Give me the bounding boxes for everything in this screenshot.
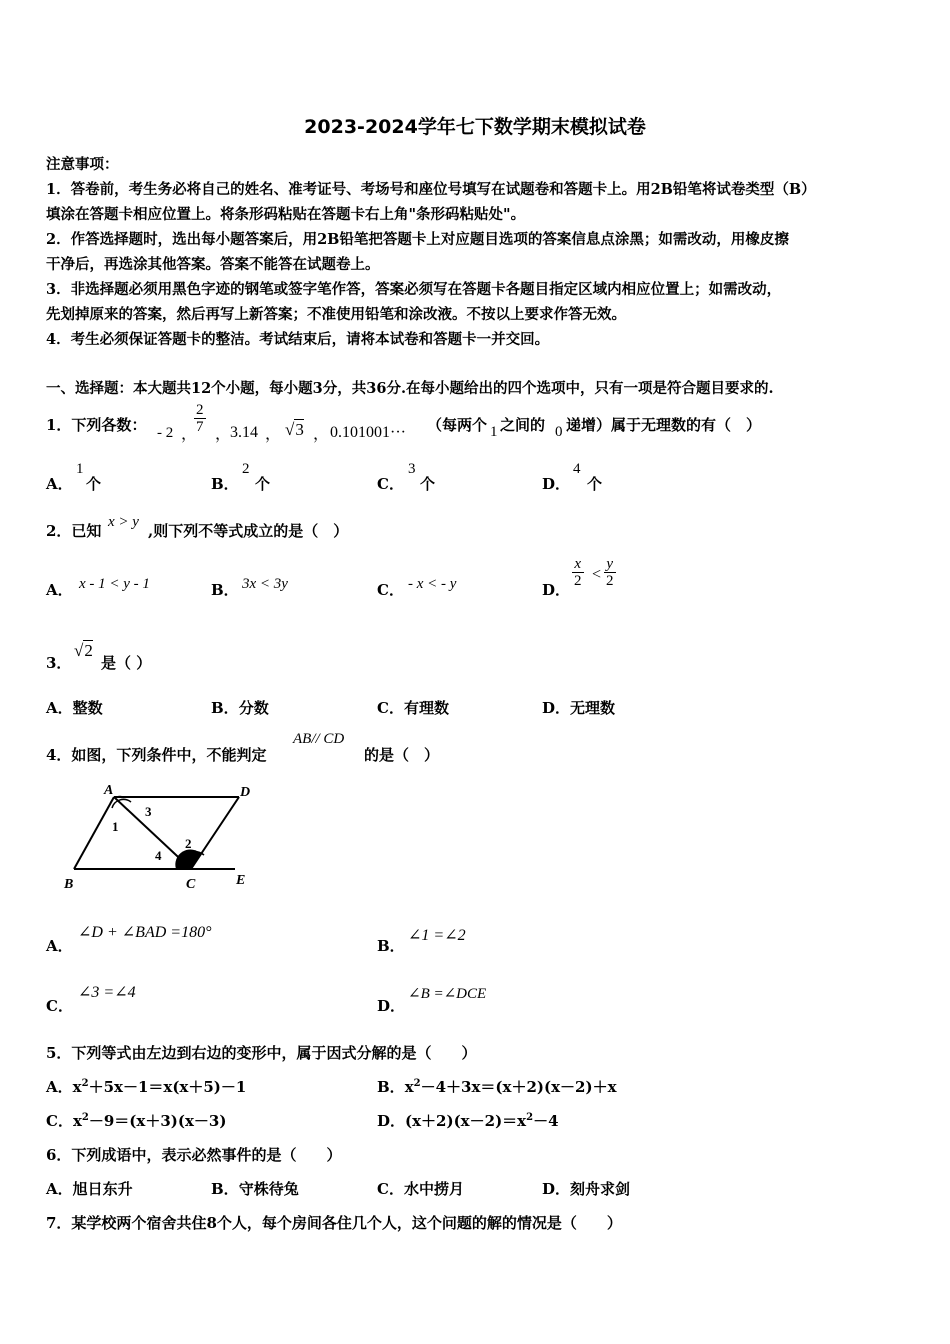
q1-option-b-unit: 个 [255, 475, 271, 493]
q1-option-a[interactable] [46, 473, 73, 494]
q4-option-b-expr: ∠1 =∠2 [408, 927, 466, 944]
label-angle-2: 2 [185, 836, 192, 851]
q6-stem: 6．下列成语中，表示必然事件的是（ ） [46, 1146, 342, 1164]
q2-option-d-frac-y [604, 556, 616, 589]
q4-option-c-expr: ∠3 =∠4 [78, 984, 136, 1001]
q1-num-314: 3.14 [230, 424, 258, 441]
q1-option-d-unit: 个 [587, 475, 603, 493]
frac-den: 2 [606, 573, 614, 589]
sqrt-radicand: 2 [84, 641, 93, 660]
q1-fraction [194, 402, 206, 435]
option-text: 有理数 [403, 699, 449, 717]
option-text: －4 [533, 1112, 559, 1130]
q4-option-a[interactable] [46, 935, 73, 956]
q5-option-b[interactable] [377, 1076, 617, 1097]
q1-frac-num: 2 [196, 402, 204, 418]
option-label: A． [46, 699, 73, 717]
q1-text: （每两个 [427, 416, 488, 434]
option-text: 水中捞月 [403, 1180, 464, 1198]
q4-option-d-expr: ∠B =∠DCE [408, 986, 487, 1002]
q1-option-d-num: 4 [573, 461, 581, 477]
q7-stem: 7．某学校两个宿舍共住8个人，每个房间各住几个人，这个问题的解的情况是（ ） [46, 1214, 622, 1232]
q2-option-d-frac-x [572, 556, 584, 589]
option-label: A． [46, 1180, 73, 1198]
option-text: x [404, 1078, 414, 1096]
q2-option-d-lt: < [592, 566, 602, 583]
q2-option-c[interactable] [377, 579, 404, 600]
frac-den: 2 [574, 573, 582, 589]
q1-sep: ， [313, 426, 330, 443]
option-text: 无理数 [570, 699, 616, 717]
option-label: C． [46, 1112, 73, 1130]
option-label: B． [211, 475, 239, 493]
q4-option-c[interactable] [46, 995, 73, 1016]
frac-num: y [604, 556, 616, 573]
q5-option-a[interactable] [46, 1076, 246, 1097]
q4-option-d[interactable] [377, 995, 405, 1016]
superscript: 2 [526, 1112, 534, 1123]
q1-option-c-num: 3 [408, 461, 416, 477]
option-text: x [72, 1078, 82, 1096]
option-label: C． [377, 581, 404, 599]
q6-option-d[interactable] [542, 1178, 630, 1199]
option-label: C． [377, 1180, 404, 1198]
page-title: 2023-2024学年七下数学期末模拟试卷 [304, 116, 646, 138]
q4-condition: AB// CD [293, 731, 345, 747]
q6-option-a[interactable] [46, 1178, 133, 1199]
q3-option-b[interactable] [211, 697, 269, 718]
option-label: A． [46, 581, 73, 599]
q1-option-c-unit: 个 [420, 475, 436, 493]
label-angle-4: 4 [155, 848, 162, 863]
option-label: D． [377, 997, 406, 1015]
q2-option-c-expr: - x < - y [408, 576, 457, 592]
q1-prefix: 1．下列各数： [46, 416, 147, 434]
option-label: D． [542, 1180, 571, 1198]
q1-option-b-num: 2 [242, 461, 250, 477]
frac-num: x [572, 556, 584, 573]
label-d: D [240, 785, 251, 800]
q1-digit-0: 0 [555, 424, 563, 440]
notice-line: 干净后，再选涂其他答案。答案不能答在试题卷上。 [46, 256, 380, 273]
notice-line: 先划掉原来的答案，然后再写上新答案；不准使用铅笔和涂改液。不按以上要求作答无效。 [46, 306, 626, 323]
option-label: C． [377, 699, 404, 717]
q4-suffix: 的是（ ） [364, 746, 440, 764]
option-text: －9＝(x＋3)(x－3) [88, 1112, 227, 1130]
q1-sqrt3 [285, 420, 304, 440]
q1-frac-den: 7 [196, 419, 204, 435]
q1-option-a-unit: 个 [86, 475, 102, 493]
q5-stem: 5．下列等式由左边到右边的变形中，属于因式分解的是（ ） [46, 1044, 477, 1062]
notice-line: 填涂在答题卡相应位置上。将条形码粘贴在答题卡右上角"条形码粘贴处"。 [46, 206, 526, 223]
q3-suffix: 是（ ） [101, 654, 152, 672]
option-text: 整数 [72, 699, 103, 717]
superscript: 2 [81, 1078, 89, 1089]
q4-geometry-figure [60, 780, 260, 892]
option-text: 刻舟求剑 [570, 1180, 631, 1198]
q1-text: 递增）属于无理数的有（ ） [566, 416, 762, 434]
q1-digit-1: 1 [490, 424, 498, 440]
option-label: C． [377, 475, 404, 493]
option-label: B． [211, 699, 239, 717]
notice-line: 4．考生必须保证答题卡的整洁。考试结束后，请将本试卷和答题卡一并交回。 [46, 331, 550, 348]
segment-ab [74, 797, 114, 869]
option-text: ＋5x－1＝x(x＋5)－1 [88, 1078, 247, 1096]
q5-option-c[interactable] [46, 1110, 226, 1131]
option-label: B． [377, 937, 405, 955]
q3-option-c[interactable] [377, 697, 449, 718]
option-label: A． [46, 937, 73, 955]
q2-option-a-expr: x - 1 < y - 1 [79, 576, 150, 592]
option-label: D． [542, 699, 571, 717]
notice-line: 1．答卷前，考生务必将自己的姓名、准考证号、考场号和座位号填写在试题卷和答题卡上。用2B铅笔将试卷类型（B） [46, 181, 816, 198]
notice-heading: 注意事项： [46, 156, 119, 173]
q2-option-b[interactable] [211, 579, 239, 600]
notice-line: 2．作答选择题时，选出每小题答案后，用2B铅笔把答题卡上对应题目选项的答案信息点涂黑；如需改动，用橡皮擦 [46, 231, 789, 248]
sqrt-symbol: √ [74, 641, 84, 660]
q6-option-b[interactable] [211, 1178, 299, 1199]
q1-option-a-num: 1 [76, 461, 84, 477]
q5-option-d[interactable] [377, 1110, 559, 1131]
label-e: E [236, 873, 246, 888]
q3-prefix: 3． [46, 654, 72, 672]
option-text: 分数 [238, 699, 269, 717]
q6-option-c[interactable] [377, 1178, 464, 1199]
q2-option-d[interactable] [542, 579, 570, 600]
q1-sep: ， [265, 426, 282, 443]
option-label: D． [377, 1112, 406, 1130]
q1-sep: ， [215, 426, 232, 443]
option-label: B． [211, 1180, 239, 1198]
superscript: 2 [413, 1078, 421, 1089]
q2-prefix: 2．已知 [46, 522, 102, 540]
option-label: C． [46, 997, 73, 1015]
q3-option-d[interactable] [542, 697, 615, 718]
label-angle-3: 3 [145, 804, 152, 819]
q1-option-d[interactable] [542, 473, 570, 494]
q1-num-decimal: 0.101001··· [330, 424, 406, 441]
superscript: 2 [81, 1112, 89, 1123]
option-label: D． [542, 475, 571, 493]
notice-line: 3．非选择题必须用黑色字迹的钢笔或签字笔作答，答案必须写在答题卡各题目指定区域内相应位置上；如需改动， [46, 281, 782, 298]
sqrt-radicand: 3 [295, 420, 304, 439]
q2-option-b-expr: 3x < 3y [242, 576, 288, 592]
option-text: 旭日东升 [72, 1180, 133, 1198]
q3-option-a[interactable] [46, 697, 103, 718]
q3-sqrt2 [74, 641, 93, 661]
q2-suffix: ,则下列不等式成立的是（ ） [148, 522, 349, 540]
segment-dc [191, 797, 239, 869]
section-heading: 一、选择题：本大题共12个小题，每小题3分，共36分.在每小题给出的四个选项中，只有一项是符合题目要求的. [46, 380, 774, 397]
label-b: B [64, 877, 74, 892]
q4-prefix: 4．如图，下列条件中，不能判定 [46, 746, 267, 764]
label-angle-1: 1 [112, 819, 119, 834]
option-text: －4＋3x＝(x＋2)(x－2)＋x [420, 1078, 617, 1096]
q1-text: 之间的 [500, 416, 546, 434]
q1-num-neg2: - 2 [157, 425, 174, 441]
option-label: B． [211, 581, 239, 599]
q4-option-a-expr: ∠D + ∠BAD =180° [78, 924, 212, 941]
option-text: x [72, 1112, 82, 1130]
option-label: B． [377, 1078, 405, 1096]
option-text: 守株待兔 [238, 1180, 299, 1198]
label-c: C [186, 877, 196, 892]
q1-option-b[interactable] [211, 473, 239, 494]
option-label: A． [46, 475, 73, 493]
label-a: A [104, 783, 114, 798]
q2-option-a[interactable] [46, 579, 73, 600]
q4-option-b[interactable] [377, 935, 405, 956]
q2-condition: x > y [108, 514, 139, 530]
option-label: A． [46, 1078, 73, 1096]
q1-option-c[interactable] [377, 473, 404, 494]
option-label: D． [542, 581, 571, 599]
option-text: (x＋2)(x－2)＝x [405, 1112, 527, 1130]
sqrt-symbol: √ [285, 420, 295, 439]
q1-sep: ， [181, 426, 198, 443]
